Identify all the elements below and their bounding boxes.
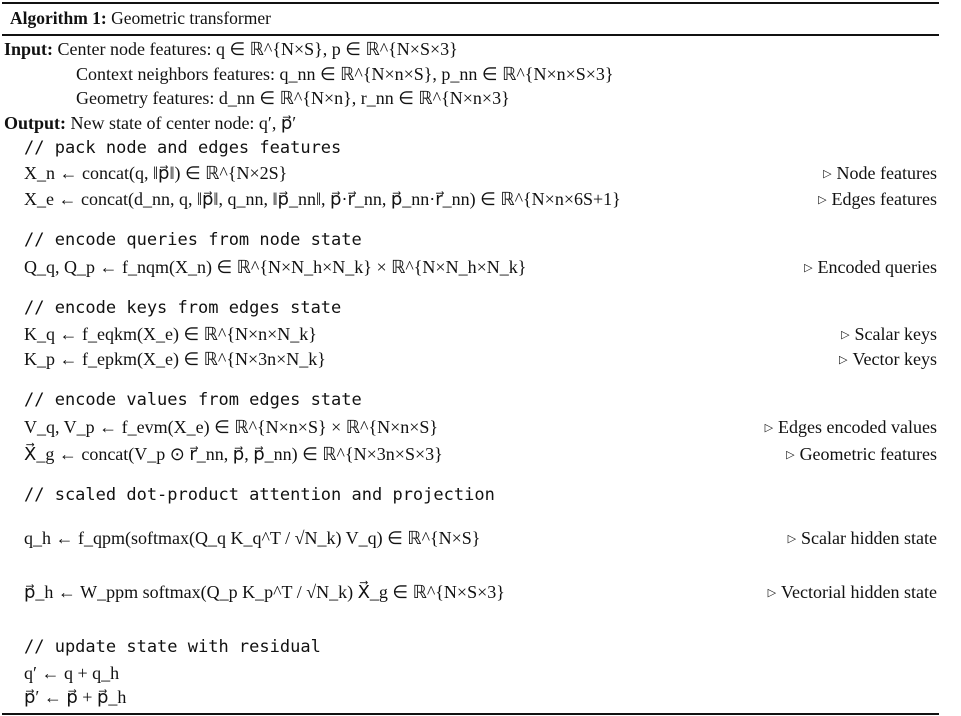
input-line-1 xyxy=(4,38,458,60)
output-line xyxy=(4,112,296,134)
triangle-icon: ▷ xyxy=(823,168,832,180)
equation-q-update: q′ ← q + q_h xyxy=(24,663,120,683)
equation-queries: Q_q, Q_p ← f_nqm(X_n) ∈ ℝ^{N×N_h×N_k} × ℝ^{N×N_h×N_k} xyxy=(24,257,527,277)
annotation-geometric-features-text: Geometric features xyxy=(799,444,937,464)
output-keyword: Output: xyxy=(4,113,67,133)
equation-kp: K_p ← f_epkm(X_e) ∈ ℝ^{N×3n×N_k} xyxy=(24,349,326,369)
equation-values: V_q, V_p ← f_evm(X_e) ∈ ℝ^{N×n×S} × ℝ^{N×n×S} xyxy=(24,417,439,437)
comment-attention: // scaled dot-product attention and projection xyxy=(24,485,495,505)
input-line-2: Context neighbors features: q_nn ∈ ℝ^{N×n×S}, p_nn ∈ ℝ^{N×n×S×3} xyxy=(76,64,614,84)
triangle-icon: ▷ xyxy=(818,194,827,206)
annotation-edges-features-text: Edges features xyxy=(831,189,937,209)
annotation-encoded-queries xyxy=(804,256,937,279)
annotation-scalar-hidden-state xyxy=(788,527,937,550)
input-keyword: Input: xyxy=(4,39,54,59)
algorithm-name: Geometric transformer xyxy=(111,8,271,28)
annotation-node-features xyxy=(823,162,937,185)
annotation-scalar-keys-text: Scalar keys xyxy=(854,324,937,344)
triangle-icon: ▷ xyxy=(804,262,813,274)
triangle-icon: ▷ xyxy=(767,587,777,599)
equation-xe: X_e ← concat(d_nn, q, ‖p⃗‖, q_nn, ‖p⃗_nn‖, p⃗·r⃗_nn, p⃗_nn·r⃗_nn) ∈ ℝ^{N×n×6S+1} xyxy=(24,189,621,209)
comment-queries: // encode queries from node state xyxy=(24,230,362,250)
annotation-vector-keys xyxy=(839,348,937,371)
output-text: New state of center node: q′, p⃗′ xyxy=(70,113,297,133)
equation-ph: p⃗_h ← W_ppm softmax(Q_p K_p^T / √N_k) X⃗_g ∈ ℝ^{N×S×3} xyxy=(24,582,505,602)
top-rule xyxy=(2,2,939,4)
triangle-icon: ▷ xyxy=(841,329,850,341)
algorithm-title xyxy=(10,8,271,29)
annotation-vector-keys-text: Vector keys xyxy=(852,349,937,369)
equation-qh: q_h ← f_qpm(softmax(Q_q K_q^T / √N_k) V_q) ∈ ℝ^{N×S} xyxy=(24,528,481,548)
comment-keys: // encode keys from edges state xyxy=(24,298,342,318)
annotation-edges-encoded-values-text: Edges encoded values xyxy=(778,417,937,437)
triangle-icon: ▷ xyxy=(839,354,848,366)
input-line-3: Geometry features: d_nn ∈ ℝ^{N×n}, r_nn ∈ ℝ^{N×n×3} xyxy=(76,88,510,108)
input-text-1: Center node features: q ∈ ℝ^{N×S}, p ∈ ℝ^{N×S×3} xyxy=(57,39,458,59)
annotation-encoded-queries-text: Encoded queries xyxy=(817,257,937,277)
comment-update: // update state with residual xyxy=(24,637,321,657)
equation-xn: X_n ← concat(q, ‖p⃗‖) ∈ ℝ^{N×2S} xyxy=(24,163,288,183)
header-rule xyxy=(2,34,939,36)
equation-p-update: p⃗′ ← p⃗ + p⃗_h xyxy=(24,687,127,707)
annotation-geometric-features xyxy=(786,443,937,466)
annotation-node-features-text: Node features xyxy=(836,163,937,183)
annotation-vectorial-hidden-state-text: Vectorial hidden state xyxy=(781,582,937,602)
annotation-scalar-hidden-state-text: Scalar hidden state xyxy=(801,528,937,548)
comment-values: // encode values from edges state xyxy=(24,390,362,410)
equation-xg: X⃗_g ← concat(V_p ⊙ r⃗_nn, p⃗, p⃗_nn) ∈ ℝ^{N×3n×S×3} xyxy=(24,444,443,464)
equation-kq: K_q ← f_eqkm(X_e) ∈ ℝ^{N×n×N_k} xyxy=(24,324,317,344)
annotation-scalar-keys xyxy=(841,323,937,346)
triangle-icon: ▷ xyxy=(786,449,795,461)
annotation-vectorial-hidden-state xyxy=(768,581,937,604)
bottom-rule xyxy=(2,713,939,715)
algorithm-label: Algorithm 1: xyxy=(10,8,107,28)
annotation-edges-encoded-values xyxy=(765,416,937,439)
annotation-edges-features xyxy=(818,188,937,211)
triangle-icon: ▷ xyxy=(764,422,774,434)
triangle-icon: ▷ xyxy=(787,533,797,545)
comment-pack: // pack node and edges features xyxy=(24,138,342,158)
